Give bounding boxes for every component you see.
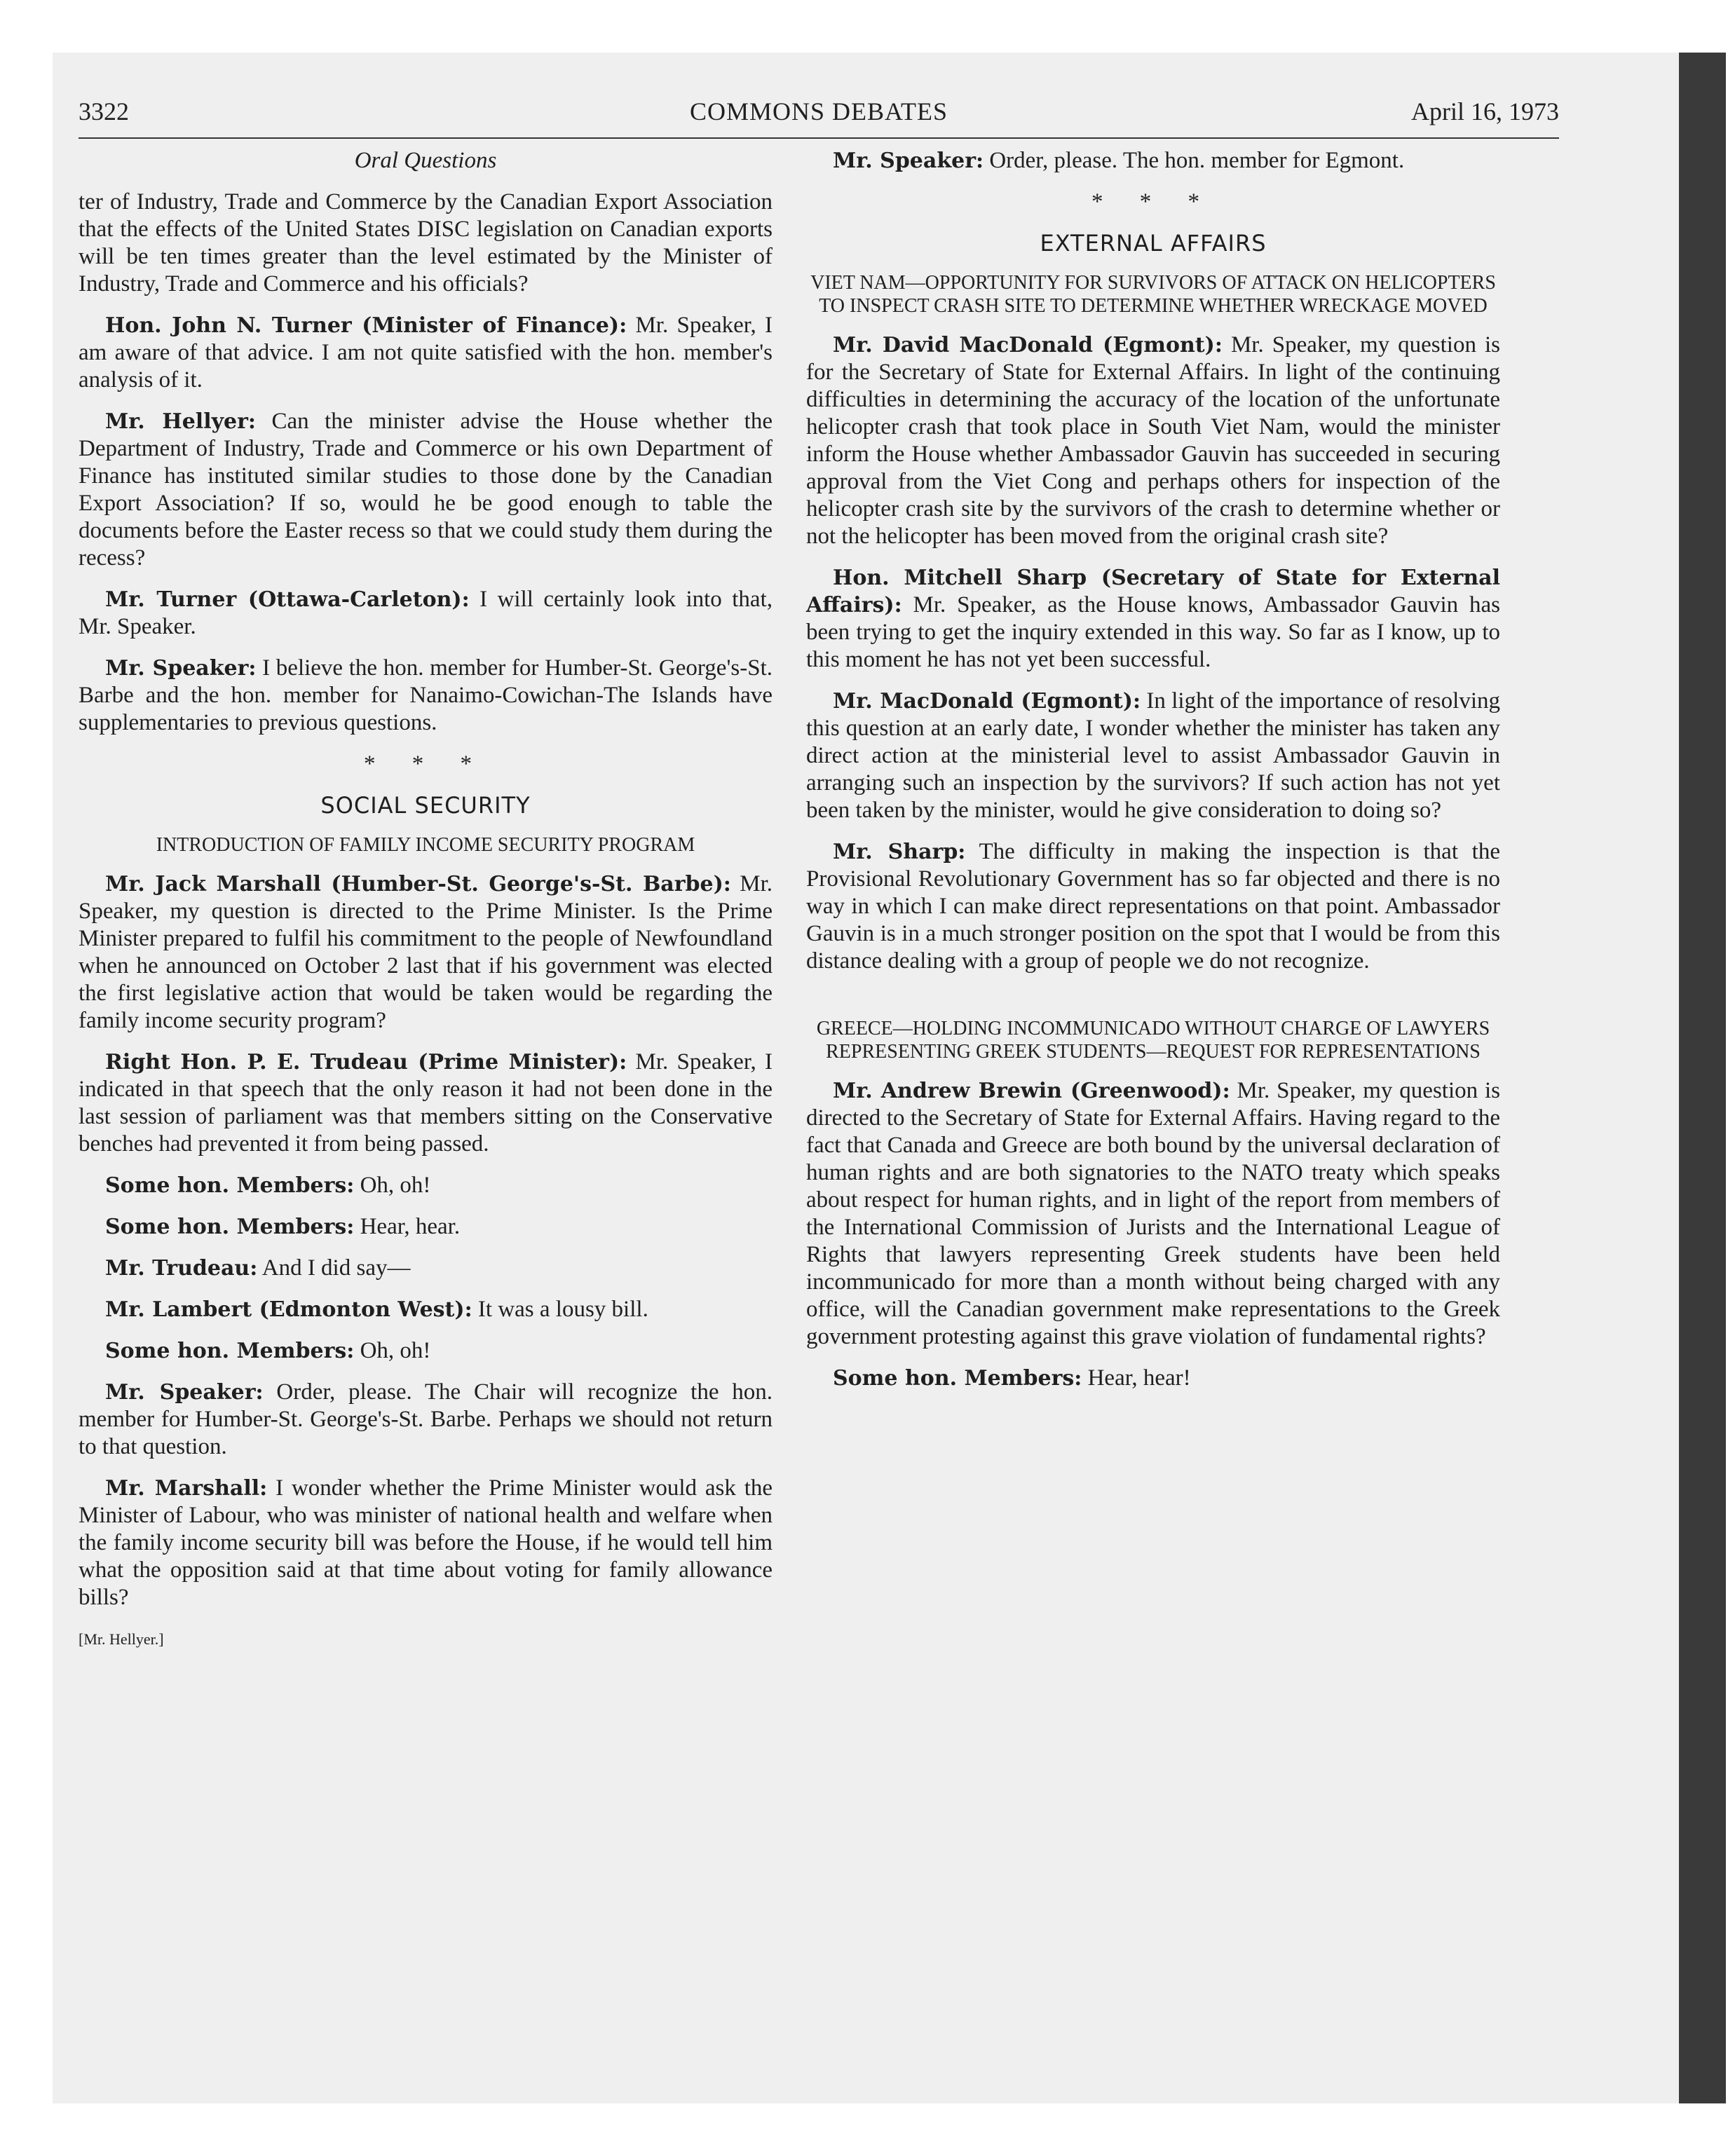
paragraph — [806, 688, 1500, 824]
paragraph — [79, 1213, 773, 1241]
speaker-name: Some hon. Members: — [833, 1366, 1082, 1391]
paragraph — [79, 1049, 773, 1158]
running-header — [79, 91, 1559, 139]
speech-text: Hear, hear. — [360, 1214, 461, 1239]
speech-text: Mr. Speaker, I am aware of that advice. I am not quite satisfied with the hon. member's analysis of it. — [79, 313, 773, 393]
paragraph — [79, 1475, 773, 1611]
speech-text: I will certainly look into that, Mr. Speaker. — [79, 587, 773, 639]
speaker-name: Mr. Lambert (Edmonton West): — [105, 1297, 472, 1322]
paragraph — [806, 838, 1500, 975]
speaker-name: Some hon. Members: — [105, 1339, 355, 1363]
paragraph — [806, 147, 1500, 175]
paragraph: ter of Industry, Trade and Commerce by the Canadian Export Association that the effects of the United States DISC legislation on Canadian exports will be ten times greater than the level estimated by the Minister of Industry, Trade and Commerce and his officials? — [79, 189, 773, 296]
speaker-name: Mr. Turner (Ottawa-Carleton): — [105, 587, 470, 612]
paragraph — [79, 586, 773, 641]
section-heading: EXTERNAL AFFAIRS — [1040, 230, 1267, 257]
speaker-name: Mr. Speaker: — [833, 149, 984, 173]
right-column — [806, 147, 1500, 1406]
paragraph — [79, 655, 773, 737]
speech-text: Oh, oh! — [360, 1173, 431, 1198]
speech-text: Oh, oh! — [360, 1338, 431, 1363]
section-label: Oral Questions — [354, 148, 497, 173]
paragraph — [806, 564, 1500, 674]
left-column — [79, 147, 773, 1667]
publication-title: COMMONS DEBATES — [689, 97, 948, 125]
paragraph — [806, 1077, 1500, 1351]
speech-text: In light of the importance of resolving this question at an early date, I wonder whether the minister has taken any direct action at the ministerial level to assist Ambassador Gauvin in arranging such an inspection by the survivors? If such action has not yet been taken by the minister, would he give consideration to doing so? — [806, 688, 1500, 823]
speech-text: And I did say— — [261, 1255, 411, 1281]
sub-heading: INTRODUCTION OF FAMILY INCOME SECURITY PROGRAM — [156, 834, 695, 856]
speaker-name: Mr. Hellyer: — [105, 409, 256, 434]
speaker-name: Mr. Speaker: — [105, 1380, 264, 1405]
speech-text: It was a lousy bill. — [477, 1297, 648, 1322]
speech-text: Mr. Speaker, my question is directed to the Secretary of State for External Affairs. Having regard to the fact that Canada and Greece are both bound by the universal declaration of human rights and are both signatories to the NATO treaty which speaks about respect for human rights, and in light of the report from members of the International Commission of Jurists and the International League of Rights that lawyers representing Greek students have been held incommunicado for more than a month without being charged with any office, will the Canadian government make representations to the Greek government protesting against this grave violation of fundamental rights? — [806, 1078, 1501, 1349]
speaker-name: Mr. Speaker: — [105, 656, 257, 681]
speaker-name: Mr. Sharp: — [833, 840, 966, 864]
paragraph — [79, 1379, 773, 1461]
speaker-name: Right Hon. P. E. Trudeau (Prime Minister): — [105, 1050, 627, 1074]
speech-text: Hear, hear! — [1087, 1365, 1191, 1391]
speech-text: Mr. Speaker, I indicated in that speech that the only reason it had not been done in the last session of parliament was that members sitting on the Conservative benches had prevented it from being passed. — [79, 1049, 773, 1157]
speaker-name: Mr. Andrew Brewin (Greenwood): — [833, 1079, 1230, 1103]
speaker-name: Mr. David MacDonald (Egmont): — [833, 333, 1223, 357]
paragraph — [79, 312, 773, 394]
speaker-name: Some hon. Members: — [105, 1173, 355, 1198]
speech-text: Mr. Speaker, my question is for the Secretary of State for External Affairs. In light of the continuing difficulties in determining the accuracy of the location of the unfortunate helicopter crash that took place in South Viet Nam, would the minister inform the House whether Ambassador Gauvin has succeeded in securing approval from the Viet Cong and perhaps others for inspection of the helicopter crash site by the survivors of the crash to determine whether or not the helicopter has been moved from the original crash site? — [806, 332, 1501, 549]
sub-heading: VIET NAM—OPPORTUNITY FOR SURVIVORS OF ATTACK ON HELICOPTERS TO INSPECT CRASH SITE TO DETERMINE WHETHER WRECKAGE MOVED — [810, 272, 1496, 317]
paragraph — [79, 871, 773, 1035]
speaker-name: Mr. Jack Marshall (Humber-St. George's-St. Barbe): — [105, 872, 731, 896]
paragraph — [806, 1365, 1500, 1392]
speech-text: Can the minister advise the House whether the Department of Industry, Trade and Commerce or his own Department of Finance has instituted similar studies to those done by the Canadian Export Association? If so, would he be good enough to table the documents before the Easter recess so that we could study them during the recess? — [79, 409, 773, 571]
speaker-name: Hon. Mitchell Sharp (Secretary of State for External Affairs): — [806, 566, 1500, 618]
sub-heading: GREECE—HOLDING INCOMMUNICADO WITHOUT CHARGE OF LAWYERS REPRESENTING GREEK STUDENTS—REQUEST FOR REPRESENTATIONS — [816, 1018, 1490, 1063]
section-separator: * * * — [1091, 189, 1215, 214]
footnote: [Mr. Hellyer.] — [79, 1630, 164, 1648]
paragraph — [79, 1255, 773, 1282]
page-date: April 16, 1973 — [1411, 97, 1559, 125]
speech-text: I believe the hon. member for Humber-St. George's-St. Barbe and the hon. member for Nanaimo-Cowichan-The Islands have supplementaries to previous questions. — [79, 655, 773, 735]
scan-edge-bar — [1679, 53, 1726, 2103]
speaker-name: Some hon. Members: — [105, 1215, 355, 1239]
paragraph — [806, 332, 1500, 550]
paragraph — [79, 1337, 773, 1365]
page-number: 3322 — [79, 97, 129, 125]
speech-text: Mr. Speaker, my question is directed to the Prime Minister. Is the Prime Minister prepared to fulfil his commitment to the people of Newfoundland when he announced on October 2 last that if his government was elected the first legislative action that would be taken would be regarding the family income security program? — [79, 871, 773, 1033]
section-separator: * * * — [364, 751, 487, 777]
speaker-name: Mr. Marshall: — [105, 1476, 268, 1501]
paragraph — [79, 408, 773, 572]
speech-text: Order, please. The hon. member for Egmont. — [989, 148, 1405, 173]
speech-text: I wonder whether the Prime Minister would ask the Minister of Labour, who was minister of national health and welfare when the family income security bill was before the House, if he would tell him what the opposition said at that time about voting for family allowance bills? — [79, 1475, 773, 1610]
speaker-name: Mr. MacDonald (Egmont): — [833, 689, 1141, 714]
speech-text: Mr. Speaker, as the House knows, Ambassador Gauvin has been trying to get the inquiry extended in this way. So far as I know, up to this moment he has not yet been successful. — [806, 592, 1501, 672]
section-heading: SOCIAL SECURITY — [320, 792, 531, 819]
speaker-name: Hon. John N. Turner (Minister of Finance): — [105, 313, 627, 338]
speech-text: The difficulty in making the inspection is that the Provisional Revolutionary Government has so far objected and there is no way in which I can make direct representations on that point. Ambassador Gauvin is in a much stronger position on the spot that I would be from this distance dealing with a group of people we do not recognize. — [806, 839, 1500, 974]
paragraph — [79, 1172, 773, 1199]
speaker-name: Mr. Trudeau: — [105, 1256, 258, 1281]
speech-text: Order, please. The Chair will recognize the hon. member for Humber-St. George's-St. Barbe. Perhaps we should not return to that question. — [79, 1379, 773, 1459]
paragraph — [79, 1296, 773, 1323]
